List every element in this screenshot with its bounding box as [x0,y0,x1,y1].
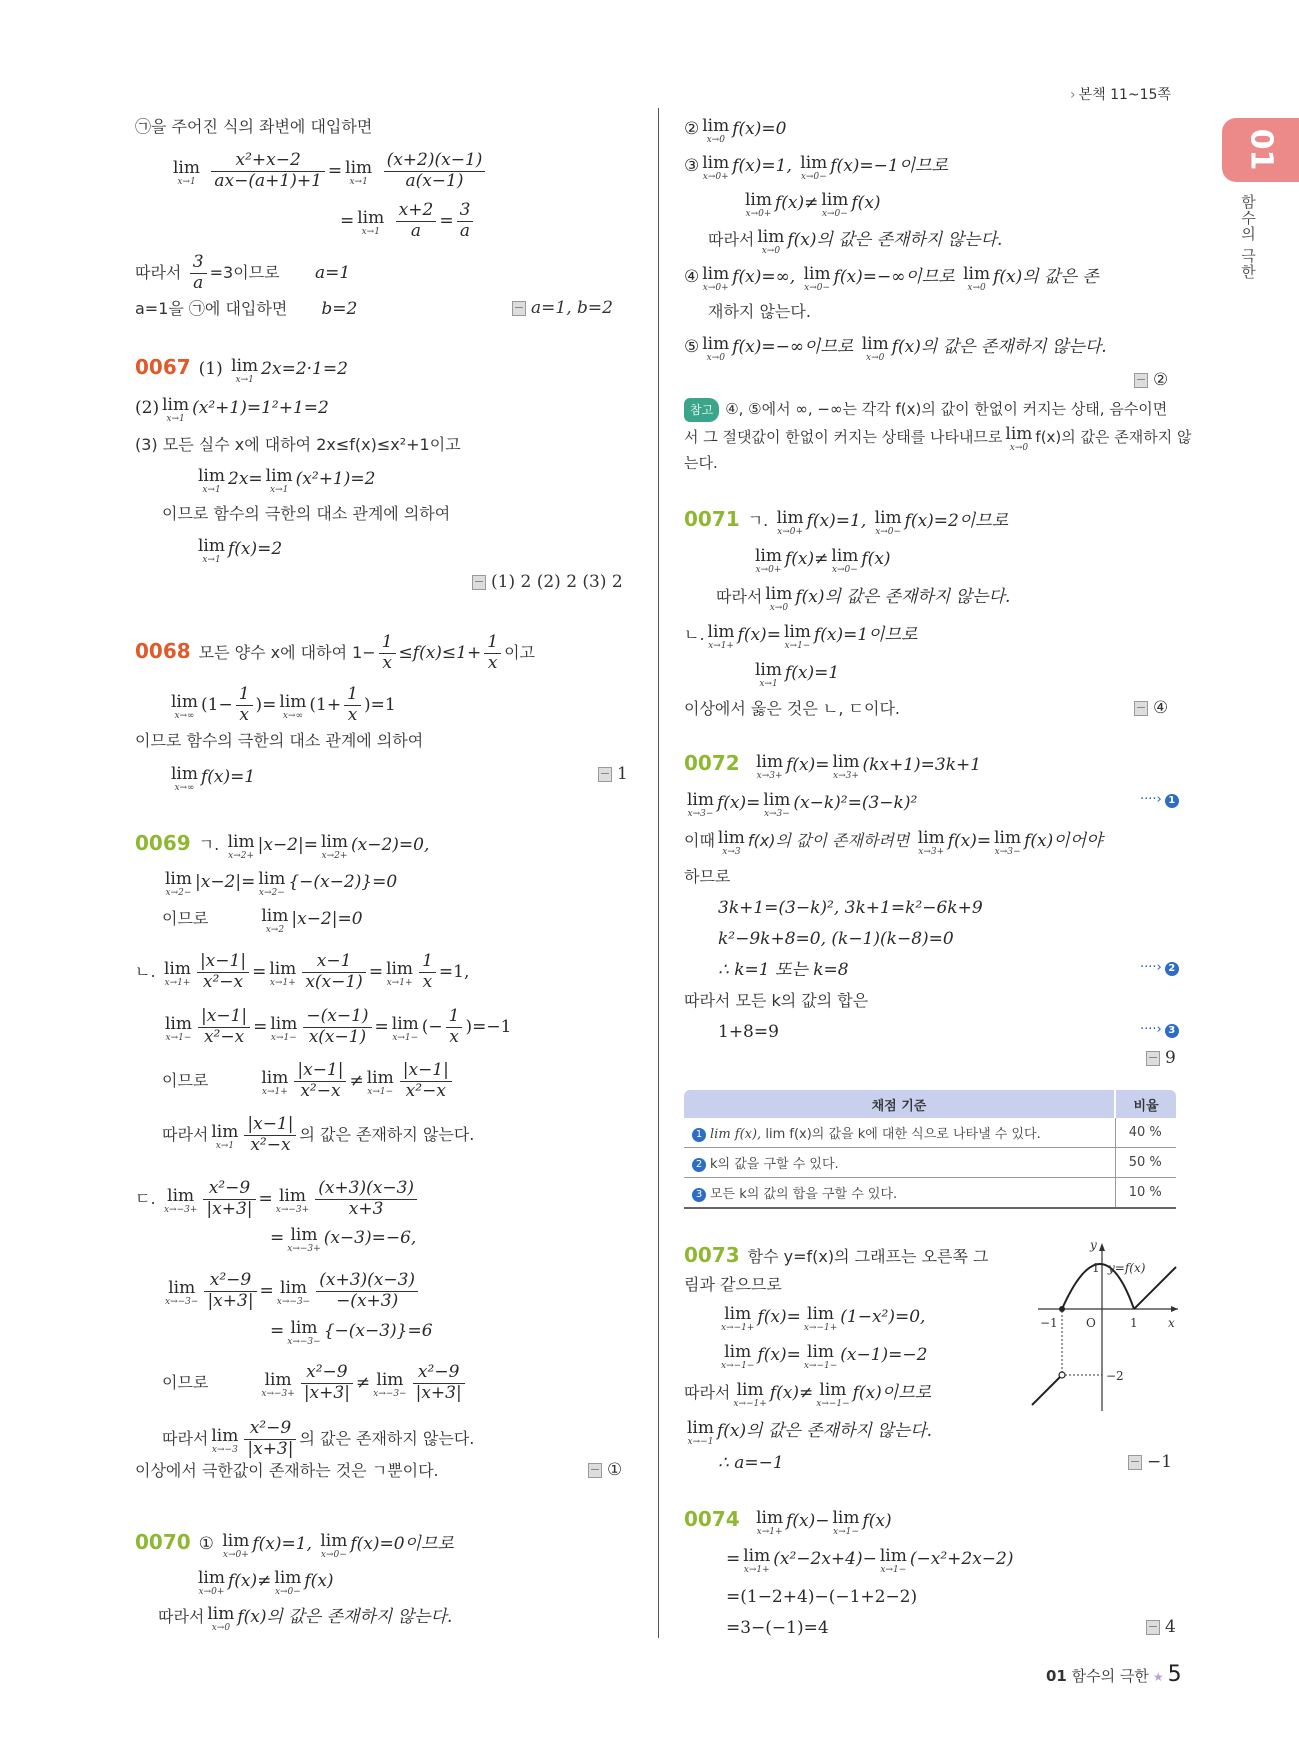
problem-0068-line-3: 이므로 함수의 극한의 대소 관계에 의하여 [135,731,424,750]
problem-number: 0069 [135,831,191,855]
svg-text:x: x [1168,1316,1175,1330]
answer-icon [472,575,486,590]
problem-0070-line-2: lim x→0+ f(x)≠ lim x→0− f(x) [198,1568,334,1597]
problem-0074-line-2: = lim x→1+ (x²−2x+4)− lim x→1− (−x²+2x−2) [726,1546,1014,1575]
intro-line-4: 따라서 $\frac{3}{a}$ =3이므로 a=1 [135,252,351,293]
problem-0069-g-line-3: 이므로 lim x→2 |x−2|=0 [162,906,363,935]
choice-4-line-2: 재하지 않는다. [708,302,811,321]
svg-text:1: 1 [1130,1316,1138,1330]
problem-0067-line-5: 이므로 함수의 극한의 대소 관계에 의하여 [162,504,451,523]
answer-0074: 4 [1146,1617,1176,1637]
intro-line-3: = lim x→1 $\frac{x+2}{a}$ = $\frac{3}{a}$ [340,202,476,241]
column-divider [658,108,659,1638]
problem-0069-d-line-5: 이므로 lim x→−3+ $\frac{\text{x²−9}}{|x+3|}$ ≠ lim x→−3− $\frac{\text{x²−9}}{|x+3|}$ [162,1364,468,1403]
problem-0071-n-line-1: ㄴ. lim x→1+ f(x)= lim x→1− f(x)=1이므로 [684,622,918,651]
problem-0069-g-line-2: lim x→2− |x−2|= lim x→2− {−(x−2)}=0 [165,869,398,898]
problem-0072-line-8: 따라서 모든 k의 값의 합은 [684,991,869,1010]
chapter-tab: 01 [1222,118,1299,182]
intro-line-5: a=1을 ㉠에 대입하면 b=2 [135,299,358,319]
note-line-2: 서 그 절댓값이 한없이 커지는 상태를 나타내므로 lim x→0 f(x)의 값은 존재하지 않 [684,424,1192,453]
problem-0072-line-1: 0072 lim x→3+ f(x)= lim x→3+ (kx+1)=3k+1 [684,751,982,781]
table-row: 2 k의 값을 구할 수 있다. 50 % [684,1148,1176,1178]
problem-0070-line-1: 0070 ① lim x→0+ f(x)=1, lim x→0− f(x)=0이므로 [135,1530,454,1560]
svg-text:−2: −2 [1106,1369,1124,1383]
answer-0070: ② [1134,370,1168,390]
problem-0074-line-4: =3−(−1)=4 [726,1618,829,1638]
problem-0073-line-1: 0073 함수 y=f(x)의 그래프는 오른쪽 그 [684,1243,989,1267]
svg-text:y: y [1090,1238,1097,1252]
answer-0067: (1) 2 (2) 2 (3) 2 [472,572,623,592]
svg-text:1: 1 [1092,1261,1100,1275]
answer-icon [1128,1455,1142,1470]
table-row: 1 lim f(x), lim f(x)의 값을 k에 대한 식으로 나타낼 수 있다. 40 % [684,1118,1176,1148]
problem-number: 0074 [684,1507,740,1531]
intro-line-1: ㉠을 주어진 식의 좌변에 대입하면 [135,117,373,136]
problem-0067-line-6: lim x→1 f(x)=2 [198,536,283,565]
problem-0069-conclusion: 이상에서 극한값이 존재하는 것은 ㄱ뿐이다. [135,1461,439,1480]
problem-0072-line-9: 1+8=9 [718,1022,779,1042]
choice-4-line-1: ④ lim x→0+ f(x)=∞, lim x→0− f(x)=−∞이므로 lim x→0 f(x)의 값은 존 [684,264,1099,293]
page-number: 5 [1167,1662,1182,1687]
step-marker-3: ····› 3 [1140,1022,1179,1038]
problem-0067-line-4: lim x→1 2x= lim x→1 (x²+1)=2 [198,466,376,495]
problem-0069-g-line-1: 0069 ㄱ. lim x→2+ |x−2|= lim x→2+ (x−2)=0, [135,831,430,861]
answer-icon [1134,701,1148,716]
problem-number: 0072 [684,751,740,775]
note-line-1: 참고 ④, ⑤에서 ∞, −∞는 각각 f(x)의 값이 한없이 커지는 상태, 음수이면 [684,398,1167,422]
answer-icon [1146,1620,1160,1635]
answer-icon [598,767,612,782]
answer-0073: −1 [1128,1452,1172,1472]
problem-0069-d-line-1: ㄷ. lim x→−3+ $\frac{\text{x²−9}}{|x+3|}$ = lim x→−3+ $\frac{(x+3)(x-3)}{x+3}$ [135,1180,420,1219]
answer-icon [588,1463,602,1478]
problem-0067-line-1: 0067 (1) lim x→1 2x=2·1=2 [135,355,348,385]
problem-0069-d-line-2: = lim x→−3+ (x−3)=−6, [270,1225,417,1254]
problem-0072-line-2: lim x→3− f(x)= lim x→3− (x−k)²=(3−k)² [687,790,918,819]
problem-0069-n-line-4: 따라서 lim x→1 $\frac{|x-1|}{\text{x²−x}}$ 의 값은 존재하지 않는다. [162,1114,475,1155]
star-icon: ★ [1152,1670,1164,1684]
problem-0067-line-2: (2) lim x→1 (x²+1)=1²+1=2 [135,395,329,424]
step-marker-1: ····› 1 [1140,792,1179,808]
problem-0073-line-2: 림과 같으므로 [684,1275,782,1294]
chapter-side-title: 함수의 극한 [1239,194,1257,280]
problem-number: 0068 [135,638,191,663]
grading-criteria-table [684,1090,1176,1209]
problem-0073-line-5: 따라서 lim x→−1+ f(x)≠ lim x→−1− f(x)이므로 [684,1380,932,1409]
svg-text:y=f(x): y=f(x) [1108,1261,1146,1275]
answer-intro: a=1, b=2 [512,298,613,318]
table-header-ratio: 비율 [1115,1090,1176,1118]
problem-number: 0071 [684,507,740,531]
answer-icon [1146,1051,1160,1066]
problem-0074-line-1: 0074 lim x→1+ f(x)− lim x→1− f(x) [684,1507,892,1537]
answer-icon [1134,373,1148,388]
problem-number: 0067 [135,355,191,379]
problem-0068-line-2: lim x→∞ (1− $\frac{1}{x}$ )= lim x→∞ (1+ $\frac{1}{x}$ )=1 [171,684,396,725]
problem-0068-line-1: 0068 모든 양수 x에 대하여 1− $\frac{1}{x}$ ≤f(x)≤1+ $\frac{1}{x}$ 이고 [135,632,535,673]
svg-text:O: O [1086,1316,1096,1330]
problem-0069-n-line-1: ㄴ. lim x→1+ $\frac{|x-1|}{\text{x²−x}}$ = lim x→1+ $\frac{x-1}{x(x-1)}$ = lim x→1+ $\frac{1}{x}$ =1, [135,951,470,992]
problem-0072-line-5: 3k+1=(3−k)², 3k+1=k²−6k+9 [718,898,983,918]
problem-0072-line-6: k²−9k+8=0, (k−1)(k−8)=0 [718,929,954,949]
problem-0073-line-6: lim x→−1 f(x)의 값은 존재하지 않는다. [687,1418,932,1447]
function-graph [1030,1235,1180,1415]
problem-0070-line-3: 따라서 lim x→0 f(x)의 값은 존재하지 않는다. [158,1604,453,1633]
answer-0071: ④ [1134,698,1168,718]
problem-number: 0073 [684,1243,740,1267]
choice-2: ② lim x→0 f(x)=0 [684,116,787,145]
choice-5: ⑤ lim x→0 f(x)=−∞이므로 lim x→0 f(x)의 값은 존재하지 않는다. [684,334,1107,363]
problem-0069-d-line-4: = lim x→−3− {−(x−3)}=6 [270,1318,433,1347]
answer-0068: 1 [598,764,628,784]
problem-number: 0070 [135,1530,191,1554]
problem-0074-line-3: =(1−2+4)−(−1+2−2) [726,1587,918,1607]
note-tag: 참고 [684,398,719,422]
problem-0071-g-line-3: 따라서 lim x→0 f(x)의 값은 존재하지 않는다. [716,584,1011,613]
intro-line-2: lim x→1 $\frac{\text{x²+x−2}}{ax-(a+1)+1}$ = lim x→1 $\frac{(x+2)(x-1)}{a(x-1)}$ [170,152,488,191]
problem-0072-line-3: 이때 lim x→3 f(x)의 값이 존재하려면 lim x→3+ f(x)= lim x→3− f(x)이어야 [684,828,1103,857]
problem-0067-line-3: (3) 모든 실수 x에 대하여 2x≤f(x)≤x²+1이고 [135,435,461,454]
answer-0072: 9 [1146,1048,1176,1068]
problem-0071-n-line-2: lim x→1 f(x)=1 [755,660,840,689]
choice-3-line-2: lim x→0+ f(x)≠ lim x→0− f(x) [745,190,881,219]
problem-0069-d-line-6: 따라서 lim x→−3 $\frac{\text{x²−9}}{|x+3|}$ 의 값은 존재하지 않는다. [162,1418,475,1459]
table-row: 3 모든 k의 값의 합을 구할 수 있다. 10 % [684,1178,1176,1209]
chevron-right-icon: › [1070,87,1076,103]
page-footer: 01 함수의 극한 ★ 5 [1046,1662,1182,1687]
problem-0071-g-line-2: lim x→0+ f(x)≠ lim x→0− f(x) [755,546,891,575]
choice-3-line-1: ③ lim x→0+ f(x)=1, lim x→0− f(x)=−1이므로 [684,153,948,182]
note-line-3: 는다. [684,454,718,472]
choice-3-line-3: 따라서 lim x→0 f(x)의 값은 존재하지 않는다. [708,227,1003,256]
problem-0072-line-7: ∴ k=1 또는 k=8 [718,960,849,980]
problem-0072-line-4: 하므로 [684,867,731,886]
svg-text:−1: −1 [1040,1316,1058,1330]
problem-0069-n-line-3: 이므로 lim x→1+ $\frac{|x-1|}{\text{x²−x}}$ ≠ lim x→1− $\frac{|x-1|}{\text{x²−x}}$ [162,1062,455,1101]
problem-0073-line-4: lim x→−1− f(x)= lim x→−1− (x−1)=−2 [721,1342,928,1371]
problem-0069-n-line-2: lim x→1− $\frac{|x-1|}{\text{x²−x}}$ = lim x→1− $\frac{-(x-1)}{x(x-1)}$ = lim x→1− (− $\frac{1}{x}$ )=−1 [165,1006,512,1047]
problem-0071-g-line-1: 0071 ㄱ. lim x→0+ f(x)=1, lim x→0− f(x)=2이므로 [684,507,1009,537]
problem-0073-line-7: ∴ a=−1 [718,1453,784,1473]
answer-icon [512,301,526,316]
problem-0071-conclusion: 이상에서 옳은 것은 ㄴ, ㄷ이다. [684,699,900,718]
answer-0069: ① [588,1460,622,1480]
problem-0069-d-line-3: lim x→−3− $\frac{\text{x²−9}}{|x+3|}$ = lim x→−3− $\frac{(x+3)(x-3)}{-(x+3)}$ [162,1272,421,1311]
page-reference: › 본책 11~15쪽 [1070,87,1171,103]
table-header-criteria: 채점 기준 [684,1090,1115,1118]
step-marker-2: ····› 2 [1140,960,1179,976]
problem-0068-line-4: lim x→∞ f(x)=1 [171,764,256,793]
problem-0073-line-3: lim x→−1+ f(x)= lim x→−1+ (1−x²)=0, [721,1304,926,1333]
